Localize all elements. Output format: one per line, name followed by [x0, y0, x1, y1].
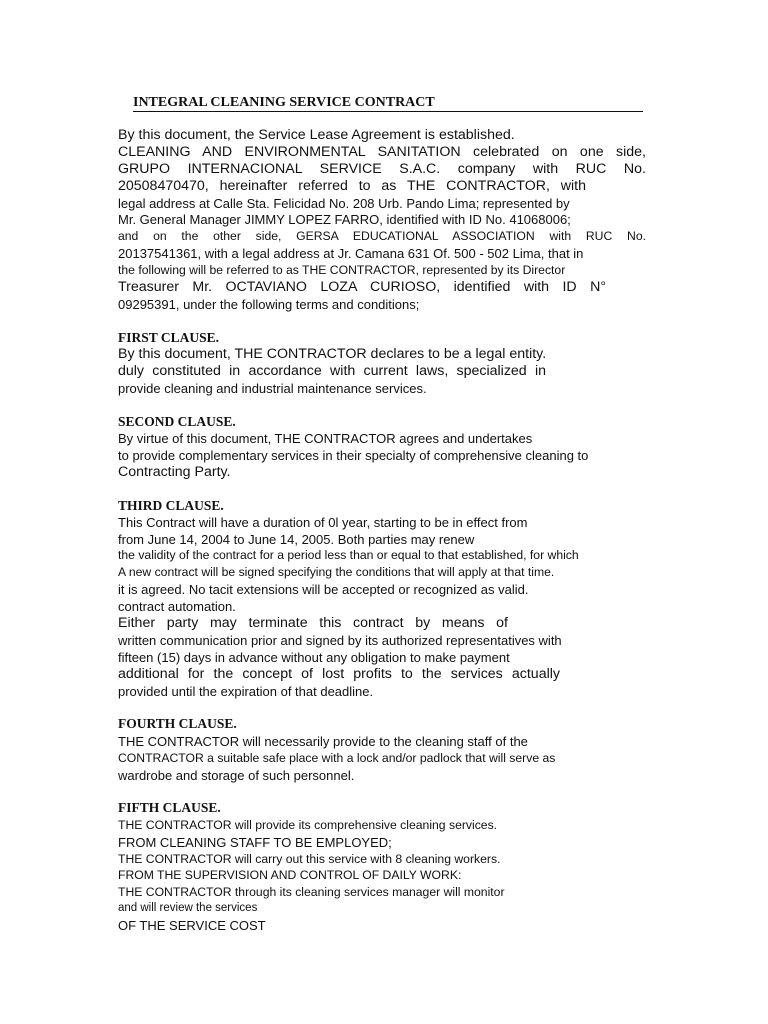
third-clause-line: Either party may terminate this contract by means of — [118, 615, 508, 631]
third-clause-line: written communication prior and signed by its authorized representatives with — [118, 633, 562, 648]
second-clause-heading: SECOND CLAUSE. — [118, 414, 236, 429]
first-clause-line: duly constituted in accordance with current laws, specialized in — [118, 363, 546, 379]
fifth-clause-line: THE CONTRACTOR will provide its comprehensive cleaning services. — [118, 818, 498, 832]
intro-line: By this document, the Service Lease Agreement is established. — [118, 127, 515, 143]
document-title: INTEGRAL CLEANING SERVICE CONTRACT — [133, 95, 643, 112]
third-clause-heading: THIRD CLAUSE. — [118, 498, 224, 513]
intro-line: legal address at Calle Sta. Felicidad No. 208 Urb. Pando Lima; represented by — [118, 196, 570, 211]
third-clause-line: A new contract will be signed specifying the conditions that will apply at that time. — [118, 565, 555, 579]
intro-line: 20508470470, hereinafter referred to as THE CONTRACTOR, with — [118, 178, 586, 194]
fifth-clause-line: OF THE SERVICE COST — [118, 918, 266, 933]
fifth-clause-line: and will review the services — [118, 902, 258, 914]
first-clause-line: provide cleaning and industrial maintenance services. — [118, 381, 427, 396]
intro-line: GRUPO INTERNACIONAL SERVICE S.A.C. company with RUC No. — [118, 161, 646, 177]
second-clause-line: to provide complementary services in their specialty of comprehensive cleaning to — [118, 448, 589, 463]
intro-line: and on the other side, GERSA EDUCATIONAL ASSOCIATION with RUC No. — [118, 229, 646, 243]
fifth-clause-line: FROM THE SUPERVISION AND CONTROL OF DAILY WORK: — [118, 868, 462, 882]
fourth-clause-line: wardrobe and storage of such personnel. — [118, 768, 355, 783]
first-clause-heading: FIRST CLAUSE. — [118, 330, 220, 345]
fifth-clause-line: THE CONTRACTOR will carry out this service with 8 cleaning workers. — [118, 852, 501, 866]
third-clause-line: it is agreed. No tacit extensions will be accepted or recognized as valid. — [118, 582, 529, 597]
third-clause-line: additional for the concept of lost profits to the services actually — [118, 666, 560, 682]
fourth-clause-line: CONTRACTOR a suitable safe place with a lock and/or padlock that will serve as — [118, 751, 556, 765]
fifth-clause-line: FROM CLEANING STAFF TO BE EMPLOYED; — [118, 835, 392, 850]
fourth-clause-heading: FOURTH CLAUSE. — [118, 716, 237, 731]
second-clause-line: Contracting Party. — [118, 464, 231, 480]
intro-line: 09295391, under the following terms and conditions; — [118, 297, 420, 312]
fifth-clause-heading: FIFTH CLAUSE. — [118, 800, 221, 815]
third-clause-line: the validity of the contract for a period less than or equal to that established, for which — [118, 548, 579, 562]
intro-line: CLEANING AND ENVIRONMENTAL SANITATION celebrated on one side, — [118, 144, 646, 160]
intro-line: 20137541361, with a legal address at Jr. Camana 631 Of. 500 - 502 Lima, that in — [118, 246, 584, 261]
third-clause-line: fifteen (15) days in advance without any obligation to make payment — [118, 650, 510, 665]
third-clause-line: provided until the expiration of that deadline. — [118, 684, 374, 699]
fourth-clause-line: THE CONTRACTOR will necessarily provide to the cleaning staff of the — [118, 734, 528, 749]
first-clause-line: By this document, THE CONTRACTOR declares to be a legal entity. — [118, 346, 547, 362]
intro-line: Treasurer Mr. OCTAVIANO LOZA CURIOSO, identified with ID N° — [118, 279, 606, 295]
intro-line: the following will be referred to as THE CONTRACTOR, represented by its Director — [118, 263, 566, 277]
third-clause-line: This Contract will have a duration of 0l year, starting to be in effect from — [118, 515, 528, 530]
second-clause-line: By virtue of this document, THE CONTRACTOR agrees and undertakes — [118, 431, 533, 446]
fifth-clause-line: THE CONTRACTOR through its cleaning services manager will monitor — [118, 885, 505, 899]
intro-line: Mr. General Manager JIMMY LOPEZ FARRO, identified with ID No. 41068006; — [118, 212, 571, 227]
third-clause-line: from June 14, 2004 to June 14, 2005. Both parties may renew — [118, 532, 475, 547]
third-clause-line: contract automation. — [118, 599, 236, 614]
